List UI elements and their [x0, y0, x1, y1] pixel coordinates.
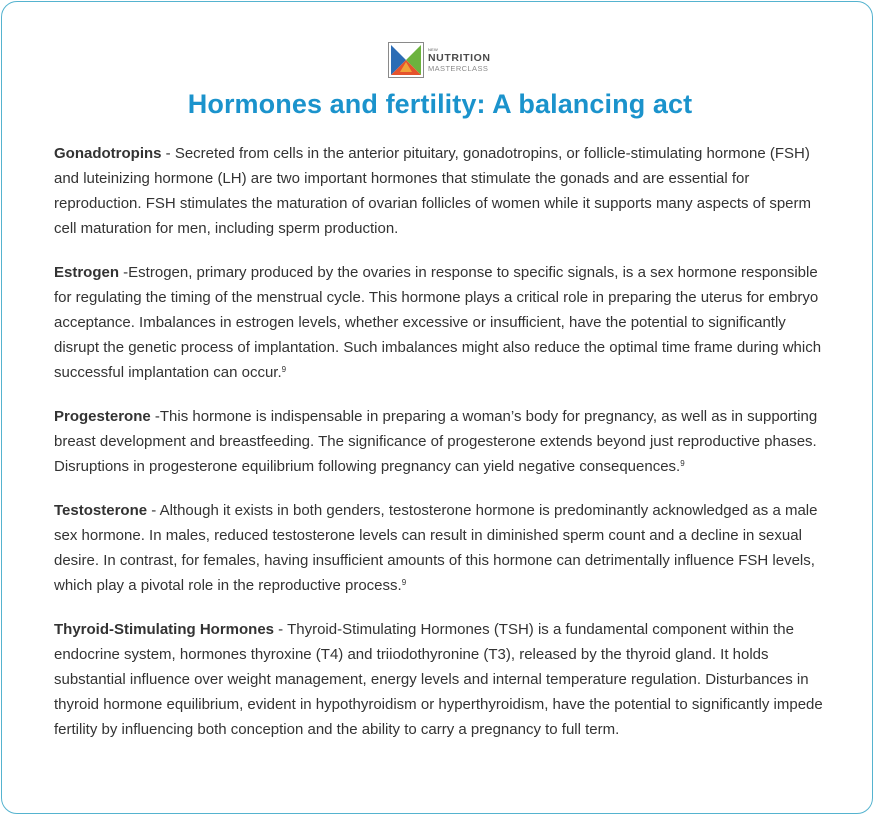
section-thyroid-stimulating-hormones	[54, 617, 829, 742]
reference-marker: 9	[401, 578, 407, 587]
logo-subtitle: MASTERCLASS	[428, 63, 489, 73]
reference-marker: 9	[680, 459, 685, 468]
section-text: - Thyroid-Stimulating Hormones (TSH) is a fundamental component within the endocrine system, hormones thyroxine (T4) and triiodothyronine (T3), released by the thyroid gland. It holds substantial influence over weight management, energy levels and internal temperature regulation. Disturbances in thyroid hormone equilibrium, evident in hypothyroidism or hyperthyroidism, have the potential to significantly impede fertility by influencing both conception and the ability to carry a pregnancy to full term.	[54, 621, 823, 738]
section-text: -Estrogen, primary produced by the ovaries in response to specific signals, is a sex hormone responsible for regulating the timing of the menstrual cycle. This hormone plays a critical role in preparing the uterus for embryo acceptance. Imbalances in estrogen levels, whether excessive or insufficient, have the potential to significantly disrupt the genetic process of implantation. Such imbalances might also reduce the optimal time frame during which successful implantation can occur.	[54, 264, 822, 381]
section-text: -This hormone is indispensable in preparing a woman’s body for pregnancy, as well as in supporting breast development and breastfeeding. The significance of progesterone extends beyond just reproductive phases. Disruptions in progesterone equilibrium following pregnancy can yield negative consequences.	[54, 408, 818, 475]
nutrition-masterclass-logo-icon	[388, 42, 424, 78]
section-estrogen	[54, 260, 829, 385]
section-term: Progesterone	[54, 408, 151, 425]
section-progesterone	[54, 404, 829, 479]
section-term: Testosterone	[54, 502, 148, 519]
section-testosterone	[54, 498, 829, 598]
brand-logo	[388, 42, 491, 78]
section-text: - Although it exists in both genders, testosterone hormone is predominantly acknowledged as a male sex hormone. In males, reduced testosterone levels can result in diminished sperm count and a decline in sexual desire. In contrast, for females, having insufficient amounts of this hormone can detrimentally influence FSH levels, which play a pivotal role in the reproductive process.	[54, 502, 818, 594]
logo-wordmark	[428, 48, 491, 72]
logo-top-text: NEW	[428, 47, 438, 52]
section-term: Gonadotropins	[54, 145, 162, 162]
logo-name: NUTRITION	[428, 52, 491, 64]
section-term: Thyroid-Stimulating Hormones	[54, 621, 275, 638]
page-title: Hormones and fertility: A balancing act	[187, 89, 693, 119]
section-gonadotropins	[54, 141, 829, 241]
section-text: - Secreted from cells in the anterior pituitary, gonadotropins, or follicle-stimulating hormone (FSH) and luteinizing hormone (LH) are two important hormones that stimulate the gonads and are essential for reproduction. FSH stimulates the maturation of ovarian follicles of women while it supports many aspects of sperm cell maturation for men, including sperm production.	[54, 145, 812, 237]
section-term: Estrogen	[54, 264, 120, 281]
hormone-sections	[54, 141, 829, 761]
reference-marker: 9	[281, 365, 287, 374]
